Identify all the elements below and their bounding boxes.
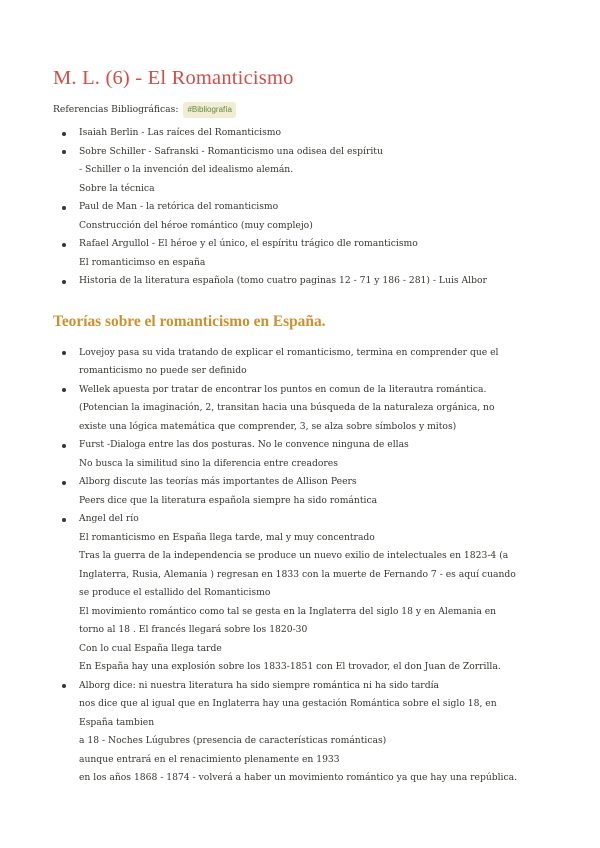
list-item-line: Wellek apuesta por tratar de encontrar los puntos en comun de la literautra romántica. [79,383,487,395]
list-item-line: (Potencian la imaginación, 2, transitan hacia una búsqueda de la naturaleza orgánica, no [79,402,495,413]
bibliography-item [53,272,550,291]
section-heading: Teorías sobre el romanticismo en España. [53,312,326,330]
bullet-icon [62,481,66,485]
list-item-line: nos dice que al igual que en Inglaterra hay una gestación Romántica sobre el siglo 18, en [79,698,497,709]
bibliography-item [53,235,550,272]
bibliography-tag[interactable]: #Bibliografía [183,102,235,118]
list-item-line: a 18 - Noches Lúgubres (presencia de características románticas) [79,735,387,746]
list-item-line: Tras la guerra de la independencia se produce un nuevo exilio de intelectuales en 1823-4 (a [79,550,509,561]
list-item-line: torno al 18 . El francés llegará sobre los 1820-30 [79,624,308,635]
bullet-icon [62,351,66,355]
list-item-line: en los años 1868 - 1874 - volverá a haber un movimiento romántico ya que hay una república. [79,772,518,783]
theory-item [53,436,550,473]
bullet-icon [62,206,66,210]
list-item-line: Alborg discute las teorías más importantes de Allison Peers [79,476,357,487]
bullet-icon [62,243,66,247]
list-item-line: Sobre Schiller - Safranski - Romanticismo una odisea del espíritu [79,145,383,157]
bullet-icon [62,150,66,154]
list-item-line: Alborg dice: ni nuestra literatura ha sido siempre romántica ni ha sido tardía [79,679,439,691]
list-item-line: aunque entrará en el renacimiento plenamente en 1933 [79,753,340,765]
theory-item [53,344,550,381]
bullet-icon [62,280,66,284]
list-item-line: Isaiah Berlin - Las raíces del Romanticismo [79,127,282,138]
theory-item [53,510,550,677]
bibliography-item [53,143,550,199]
list-item-line: romanticismo no puede ser definido [79,365,247,376]
list-item-line: Construcción del héroe romántico (muy complejo) [79,219,313,231]
bibliography-item [53,124,550,143]
theory-item [53,381,550,437]
theory-item [53,677,550,788]
list-item-line: Inglaterra, Rusia, Alemania ) regresan en 1833 con la muerte de Fernando 7 - es aquí cuando [79,568,516,580]
bullet-icon [62,132,66,136]
list-item-line: No busca la similitud sino la diferencia entre creadores [79,457,338,469]
bullet-icon [62,444,66,448]
list-item-line: Peers dice que la literatura española siempre ha sido romántica [79,494,378,506]
list-item-line: El romanticimso en españa [79,256,206,268]
bullet-icon [62,388,66,392]
bullet-icon [62,684,66,688]
list-item-line: - Schiller o la invención del idealismo alemán. [79,164,294,175]
list-item-line: se produce el estallido del Romanticismo [79,587,271,598]
list-item-line: En España hay una explosión sobre los 1833-1851 con El trovador, el don Juan de Zorrilla. [79,661,501,672]
list-item-line: Historia de la literatura española (tomo cuatro paginas 12 - 71 y 186 - 281) - Luis Albor [79,275,487,286]
references-label: Referencias Bibliográficas: [53,104,179,115]
list-item-line: Furst -Dialoga entre las dos posturas. No le convence ninguna de ellas [79,439,409,450]
page-title: M. L. (6) - El Romanticismo [53,67,294,89]
list-item-line: El movimiento romántico como tal se gesta en la Inglaterra del siglo 18 y en Alemania en [79,605,497,617]
list-item-line: Lovejoy pasa su vida tratando de explicar el romanticismo, termina en comprender que el [79,346,499,358]
list-item-line: Sobre la técnica [79,182,155,194]
bibliography-list [53,124,550,291]
list-item-line: Paul de Man - la retórica del romanticismo [79,201,279,212]
list-item-line: El romanticismo en España llega tarde, mal y muy concentrado [79,531,375,543]
list-item-line: Con lo cual España llega tarde [79,642,222,654]
references-row [53,102,550,118]
list-item-line: existe una lógica matemática que comprender, 3, se alza sobre símbolos y mitos) [79,420,457,432]
list-item-line: Angel del río [79,513,139,524]
bullet-icon [62,518,66,522]
theories-list [53,344,550,788]
bibliography-item [53,198,550,235]
list-item-line: Rafael Argullol - El héroe y el único, el espíritu trágico dle romanticismo [79,238,418,249]
theory-item [53,473,550,510]
list-item-line: España tambien [79,716,155,728]
